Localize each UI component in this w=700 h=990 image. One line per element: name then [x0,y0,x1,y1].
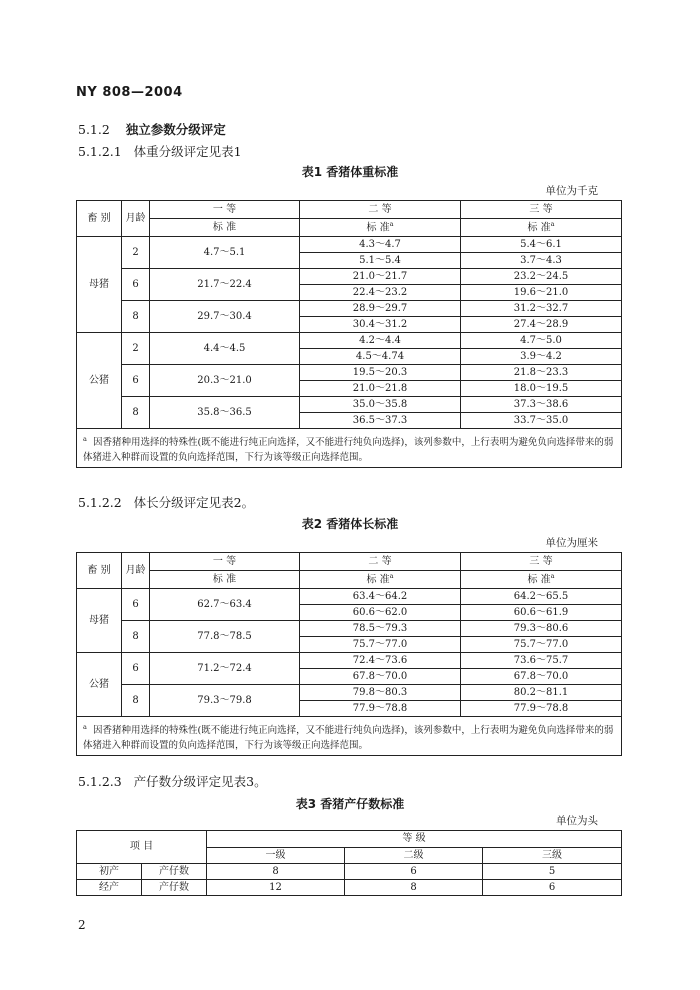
age-cell: 8 [122,301,150,333]
header-item: 项 目 [77,831,207,864]
age-cell: 6 [122,653,150,685]
footnote-text: 因香猪种用选择的特殊性(既不能进行纯正向选择，又不能进行纯负向选择)，该列参数中，上行表明为避免负向选择带来的弱体猪进入种群而设置的负向选择范围，下行为该等级正向选择范围。 [83,437,614,464]
grade2-upper: 4.2～4.4 [300,333,461,349]
header-standard-text: 标 准 [366,222,390,234]
value-cell: 8 [207,864,345,880]
header-sex: 畜 别 [77,201,122,237]
parity-type: 经产 [77,880,142,896]
grade3-upper: 64.2～65.5 [461,589,622,605]
grade1-cell: 71.2～72.4 [150,653,300,685]
section-number: 5.1.2.3 [78,774,122,789]
level-3-header: 三级 [483,848,622,864]
grade2-upper: 72.4～73.6 [300,653,461,669]
header-standard-a [300,219,461,237]
table2-footnote [77,717,622,756]
section-5-1-2 [78,120,226,138]
grade3-upper: 80.2～81.1 [461,685,622,701]
document-code: NY 808—2004 [76,85,183,100]
footnote-mark: a [83,723,87,731]
page-number: 2 [78,918,86,932]
grade3-lower: 77.9～78.8 [461,701,622,717]
header-standard: 标 准 [150,571,300,589]
table3-title: 表3 香猪产仔数标准 [295,797,405,811]
grade3-upper: 4.7～5.0 [461,333,622,349]
grade3-upper: 21.8～23.3 [461,365,622,381]
table1-unit: 单位为千克 [545,185,598,197]
header-standard-a [300,571,461,589]
grade3-lower: 60.6～61.9 [461,605,622,621]
table2 [76,552,622,756]
grade1-cell: 79.3～79.8 [150,685,300,717]
table3-unit: 单位为头 [556,815,598,827]
sex-cell: 母猪 [77,589,122,653]
age-cell: 8 [122,397,150,429]
grade3-lower: 19.6～21.0 [461,285,622,301]
age-cell: 6 [122,269,150,301]
parity-type: 初产 [77,864,142,880]
grade1-cell: 35.8～36.5 [150,397,300,429]
grade3-lower: 3.9～4.2 [461,349,622,365]
section-text: 体重分级评定见表1 [133,144,242,159]
section-text: 体长分级评定见表2。 [133,495,255,510]
grade2-upper: 19.5～20.3 [300,365,461,381]
grade2-upper: 63.4～64.2 [300,589,461,605]
section-number: 5.1.2.1 [78,144,122,159]
header-grade-1: 一 等 [150,553,300,571]
section-text: 产仔数分级评定见表3。 [133,774,267,789]
header-grade-1: 一 等 [150,201,300,219]
header-standard-a [461,219,622,237]
grade2-upper: 35.0～35.8 [300,397,461,413]
value-cell: 12 [207,880,345,896]
age-cell: 8 [122,621,150,653]
grade1-cell: 4.4～4.5 [150,333,300,365]
grade3-upper: 5.4～6.1 [461,237,622,253]
grade2-lower: 67.8～70.0 [300,669,461,685]
value-cell: 8 [345,880,483,896]
grade3-lower: 3.7～4.3 [461,253,622,269]
header-grade-2: 二 等 [300,553,461,571]
header-grade-3: 三 等 [461,553,622,571]
item-name: 产仔数 [142,864,207,880]
grade1-cell: 29.7～30.4 [150,301,300,333]
grade2-lower: 75.7～77.0 [300,637,461,653]
table1-footnote [77,429,622,468]
level-2-header: 二级 [345,848,483,864]
footnote-mark: a [389,572,394,581]
grade3-upper: 31.2～32.7 [461,301,622,317]
age-cell: 6 [122,365,150,397]
grade2-upper: 4.3～4.7 [300,237,461,253]
table1 [76,200,622,468]
section-5-1-2-3 [78,772,267,790]
grade1-cell: 77.8～78.5 [150,621,300,653]
table2-unit: 单位为厘米 [545,537,598,549]
grade1-cell: 62.7～63.4 [150,589,300,621]
header-standard-text: 标 准 [527,574,551,586]
grade3-lower: 27.4～28.9 [461,317,622,333]
footnote-mark: a [550,220,555,229]
grade2-lower: 22.4～23.2 [300,285,461,301]
grade3-lower: 75.7～77.0 [461,637,622,653]
grade2-lower: 77.9～78.8 [300,701,461,717]
grade2-lower: 5.1～5.4 [300,253,461,269]
age-cell: 8 [122,685,150,717]
grade2-lower: 30.4～31.2 [300,317,461,333]
grade1-cell: 4.7～5.1 [150,237,300,269]
grade2-lower: 36.5～37.3 [300,413,461,429]
grade1-cell: 21.7～22.4 [150,269,300,301]
grade2-upper: 28.9～29.7 [300,301,461,317]
grade3-upper: 23.2～24.5 [461,269,622,285]
header-sex: 畜 别 [77,553,122,589]
section-title: 独立参数分级评定 [125,122,226,137]
grade1-cell: 20.3～21.0 [150,365,300,397]
header-standard: 标 准 [150,219,300,237]
footnote-mark: a [550,572,555,581]
footnote-mark: a [389,220,394,229]
age-cell: 2 [122,237,150,269]
level-1-header: 一级 [207,848,345,864]
section-number: 5.1.2.2 [78,495,122,510]
value-cell: 5 [483,864,622,880]
section-5-1-2-2 [78,493,254,511]
table3 [76,830,622,896]
footnote-text: 因香猪种用选择的特殊性(既不能进行纯正向选择，又不能进行纯负向选择)，该列参数中，上行表明为避免负向选择带来的弱体猪进入种群而设置的负向选择范围，下行为该等级正向选择范围。 [83,725,614,752]
sex-cell: 公猪 [77,653,122,717]
header-standard-text: 标 准 [366,574,390,586]
grade3-lower: 67.8～70.0 [461,669,622,685]
sex-cell: 公猪 [77,333,122,429]
section-5-1-2-1 [78,142,242,160]
header-age: 月龄 [122,553,150,589]
section-number: 5.1.2 [78,122,110,137]
grade3-lower: 18.0～19.5 [461,381,622,397]
grade2-lower: 4.5～4.74 [300,349,461,365]
age-cell: 2 [122,333,150,365]
grade3-upper: 73.6～75.7 [461,653,622,669]
age-cell: 6 [122,589,150,621]
header-age: 月龄 [122,201,150,237]
header-standard-text: 标 准 [527,222,551,234]
header-standard-a [461,571,622,589]
sex-cell: 母猪 [77,237,122,333]
grade2-upper: 79.8～80.3 [300,685,461,701]
grade2-lower: 60.6～62.0 [300,605,461,621]
item-name: 产仔数 [142,880,207,896]
table2-title: 表2 香猪体长标准 [301,517,399,531]
grade3-upper: 37.3～38.6 [461,397,622,413]
value-cell: 6 [483,880,622,896]
value-cell: 6 [345,864,483,880]
grade3-upper: 79.3～80.6 [461,621,622,637]
header-grade-3: 三 等 [461,201,622,219]
header-grade: 等 级 [207,831,622,848]
table1-title: 表1 香猪体重标准 [301,165,399,179]
grade2-upper: 78.5～79.3 [300,621,461,637]
footnote-mark: a [83,435,87,443]
grade3-lower: 33.7～35.0 [461,413,622,429]
grade2-lower: 21.0～21.8 [300,381,461,397]
grade2-upper: 21.0～21.7 [300,269,461,285]
header-grade-2: 二 等 [300,201,461,219]
